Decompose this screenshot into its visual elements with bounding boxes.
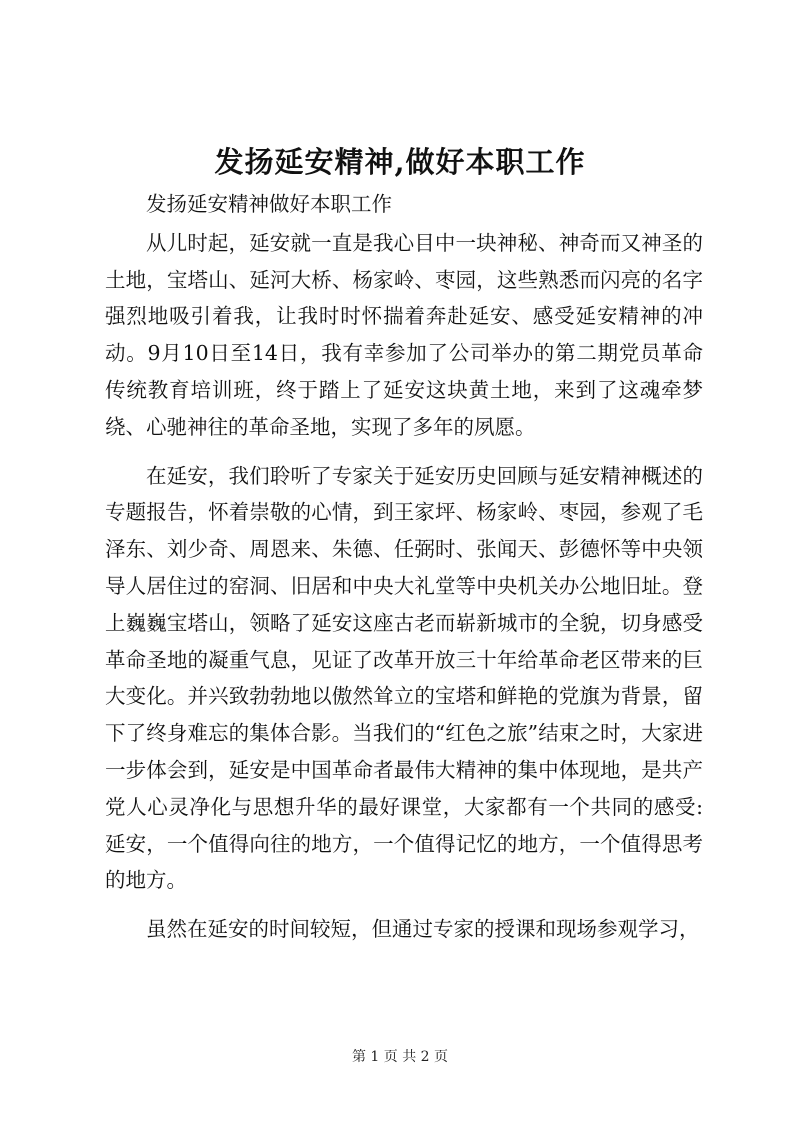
document-subtitle: 发扬延安精神做好本职工作 (146, 192, 392, 216)
page-footer: 第 1 页 共 2 页 (351, 1049, 449, 1065)
document-body (105, 186, 703, 960)
paragraph-2: 在延安，我们聆听了专家关于延安历史回顾与延安精神概述的专题报告，怀着崇敬的心情，到王家坪、杨家岭、枣园，参观了毛泽东、刘少奇、周恩来、朱德、任弼时、张闻天、彭德怀等中央领导人居住过的窑洞、旧居和中央大礼堂等中央机关办公地旧址。登上巍巍宝塔山，领略了延安这座古老而崭新城市的全貌，切身感受革命圣地的凝重气息，见证了改革开放三十年给革命老区带来的巨大变化。并兴致勃勃地以傲然耸立的宝塔和鲜艳的党旗为背景，留下了终身难忘的集体合影。当我们的“红色之旅”结束之时，大家进一步体会到，延安是中国革命者最伟大精神的集中体现地，是共产党人心灵净化与思想升华的最好课堂，大家都有一个共同的感受: 延安，一个值得向往的地方，一个值得记忆的地方，一个值得思考的地方。 (105, 463, 703, 893)
document-title: 发扬延安精神,做好本职工作 (214, 145, 586, 179)
paragraph-1: 从儿时起，延安就一直是我心目中一块神秘、神奇而又神圣的土地，宝塔山、延河大桥、杨家岭、枣园，这些熟悉而闪亮的名字强烈地吸引着我，让我时时怀揣着奔赴延安、感受延安精神的冲动。9月10日至14日，我有幸参加了公司举办的第二期党员革命传统教育培训班，终于踏上了延安这块黄土地，来到了这魂牵梦绕、心驰神往的革命圣地，实现了多年的夙愿。 (105, 230, 703, 439)
paragraph-3: 虽然在延安的时间较短，但通过专家的授课和现场参观学习， (146, 917, 700, 942)
